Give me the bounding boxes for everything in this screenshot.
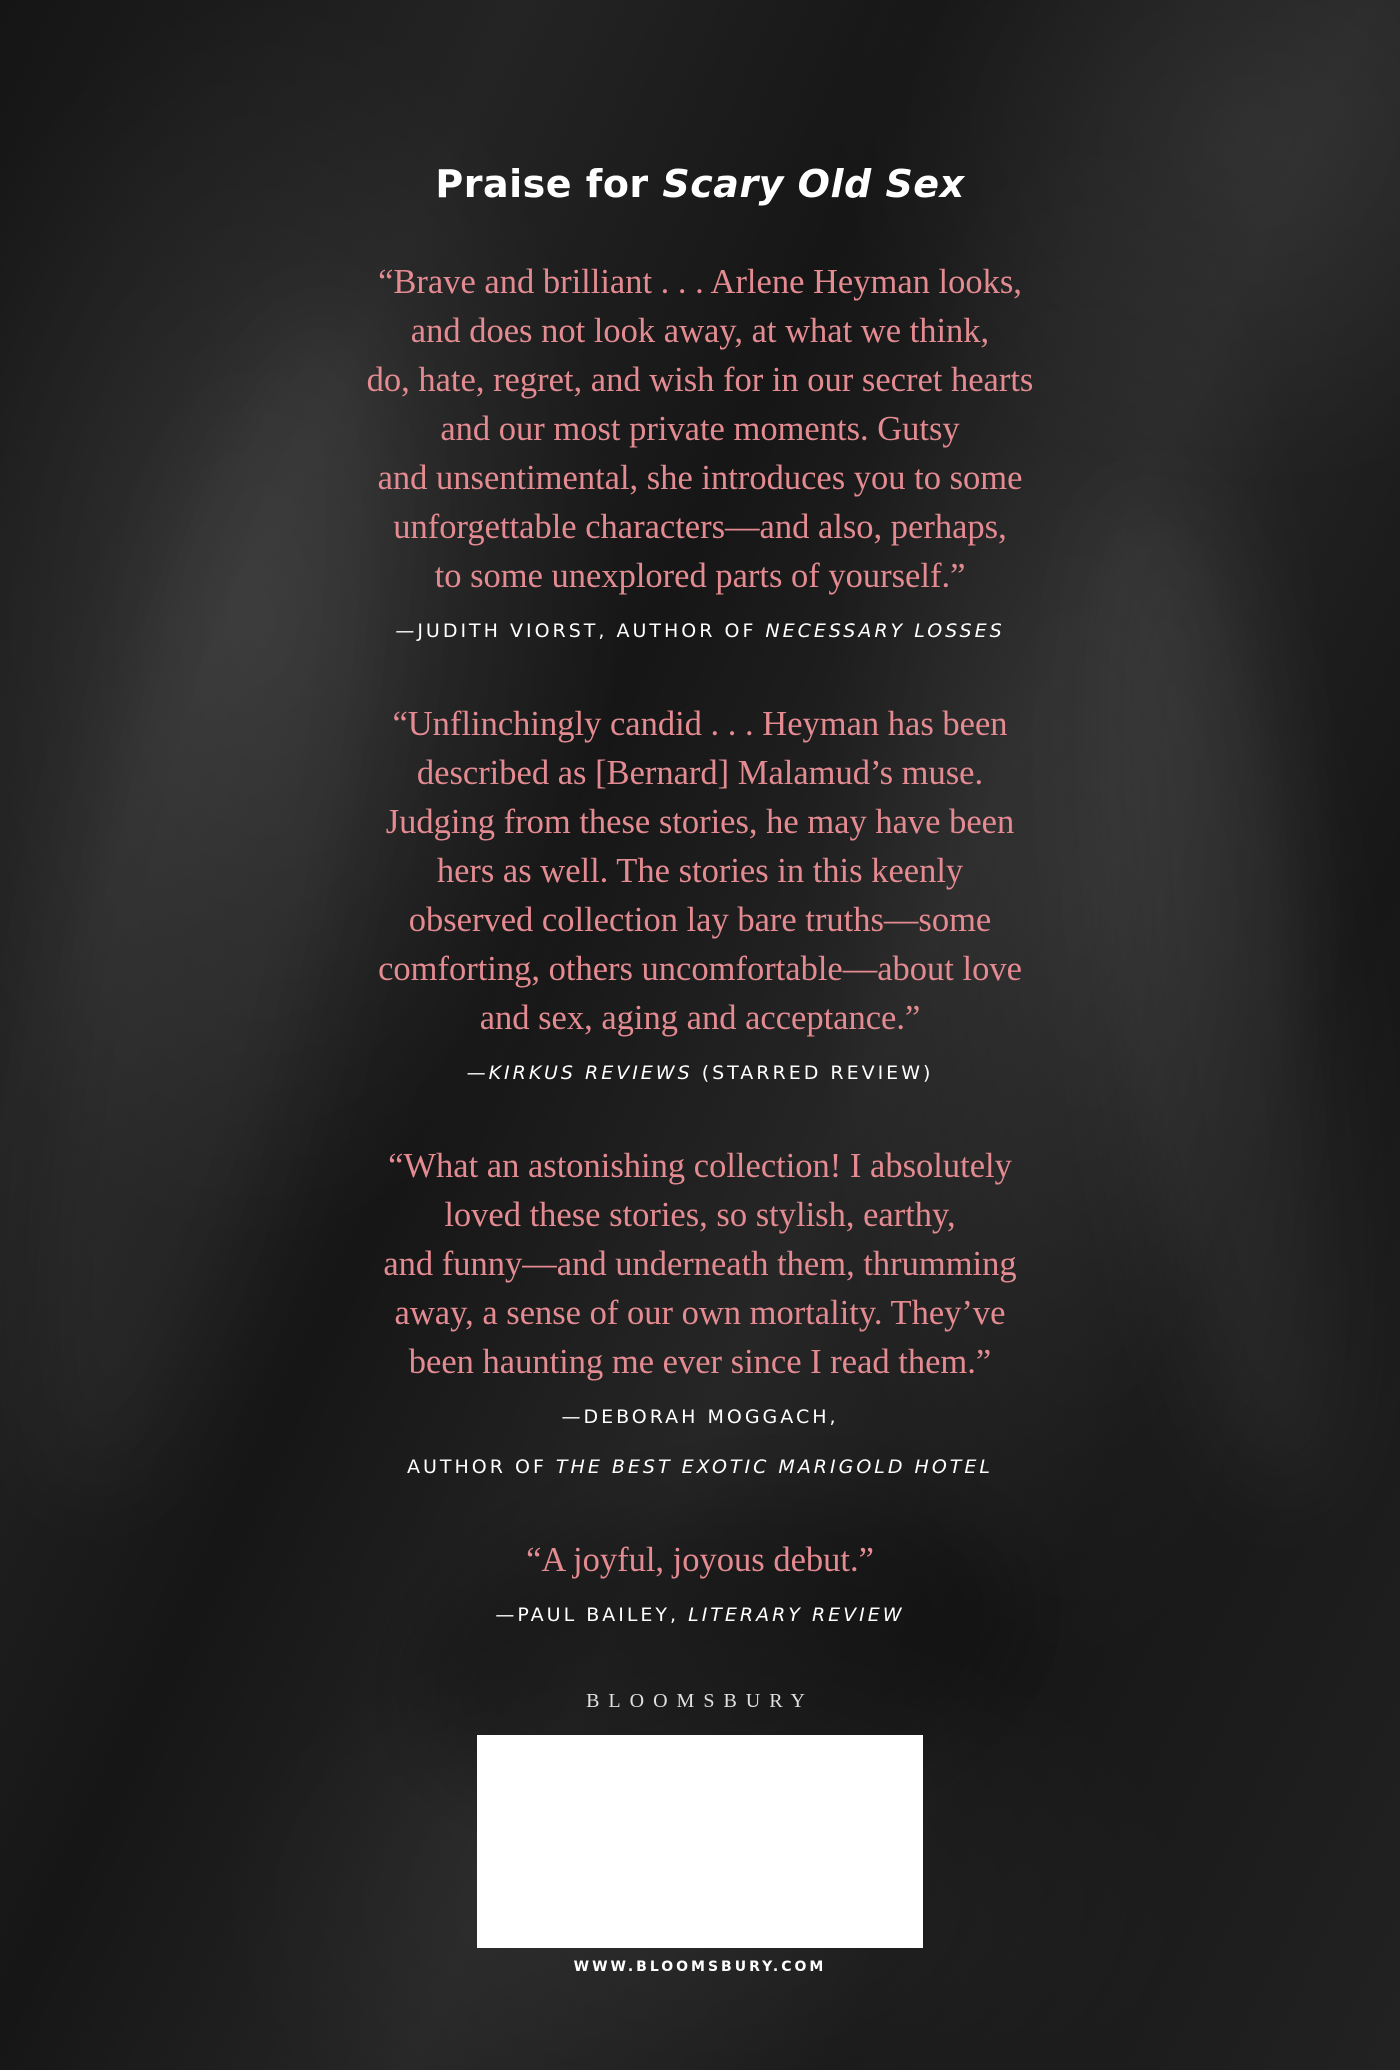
quote-block-kirkus: [250, 700, 1150, 1087]
book-title: Scary Old Sex: [662, 162, 965, 206]
attribution-dash: —: [466, 1062, 489, 1084]
attribution-work: KIRKUS REVIEWS: [488, 1062, 693, 1084]
praise-heading: [0, 162, 1400, 206]
attribution-author: —DEBORAH MOGGACH,: [561, 1406, 839, 1428]
attribution-author: —PAUL BAILEY,: [495, 1604, 689, 1626]
attribution-work: THE BEST EXOTIC MARIGOLD HOTEL: [555, 1456, 993, 1478]
attribution-note: (STARRED REVIEW): [692, 1062, 934, 1084]
attribution-work-line: [250, 1453, 1150, 1481]
attribution-work: LITERARY REVIEW: [688, 1604, 905, 1626]
attribution-author: —JUDITH VIORST, AUTHOR OF: [395, 620, 766, 642]
attribution-author-of: AUTHOR OF: [407, 1456, 556, 1478]
quote-attribution: [250, 1601, 1150, 1629]
barcode-placeholder: [477, 1735, 923, 1948]
quote-block-moggach: [250, 1142, 1150, 1481]
quote-text: “A joyful, joyous debut.”: [526, 1541, 874, 1579]
attribution-work: NECESSARY LOSSES: [765, 620, 1005, 642]
publisher-logo: BLOOMSBURY: [586, 1690, 814, 1712]
quote-attribution: [250, 617, 1150, 645]
praise-heading-prefix: Praise for: [435, 162, 663, 206]
quote-text: “Brave and brilliant . . . Arlene Heyman looks, and does not look away, at what we think, do, hate, regret, and wish for in our secret hearts and our most private moments. Gutsy and unsentimental, she introduces you to some unforgettable characters—and also, perhaps, to some unexplored parts of yourself.”: [366, 263, 1034, 595]
quote-text: “What an astonishing collection! I absolutely loved these stories, so stylish, earthy, and funny—and underneath them, thrumming away, a sense of our own mortality. They’ve been haunting me ever since I read them.”: [383, 1147, 1017, 1381]
quote-block-viorst: [250, 258, 1150, 645]
publisher-website: WWW.BLOOMSBURY.COM: [573, 1959, 827, 1975]
quote-attribution: [250, 1403, 1150, 1481]
quote-text: “Unflinchingly candid . . . Heyman has been described as [Bernard] Malamud’s muse. Judging from these stories, he may have been hers as well. The stories in this keenly observed collection lay bare truths—some comforting, others uncomfortable—about love and sex, aging and acceptance.”: [378, 705, 1022, 1037]
quote-attribution: [250, 1059, 1150, 1087]
quote-block-bailey: [250, 1536, 1150, 1629]
